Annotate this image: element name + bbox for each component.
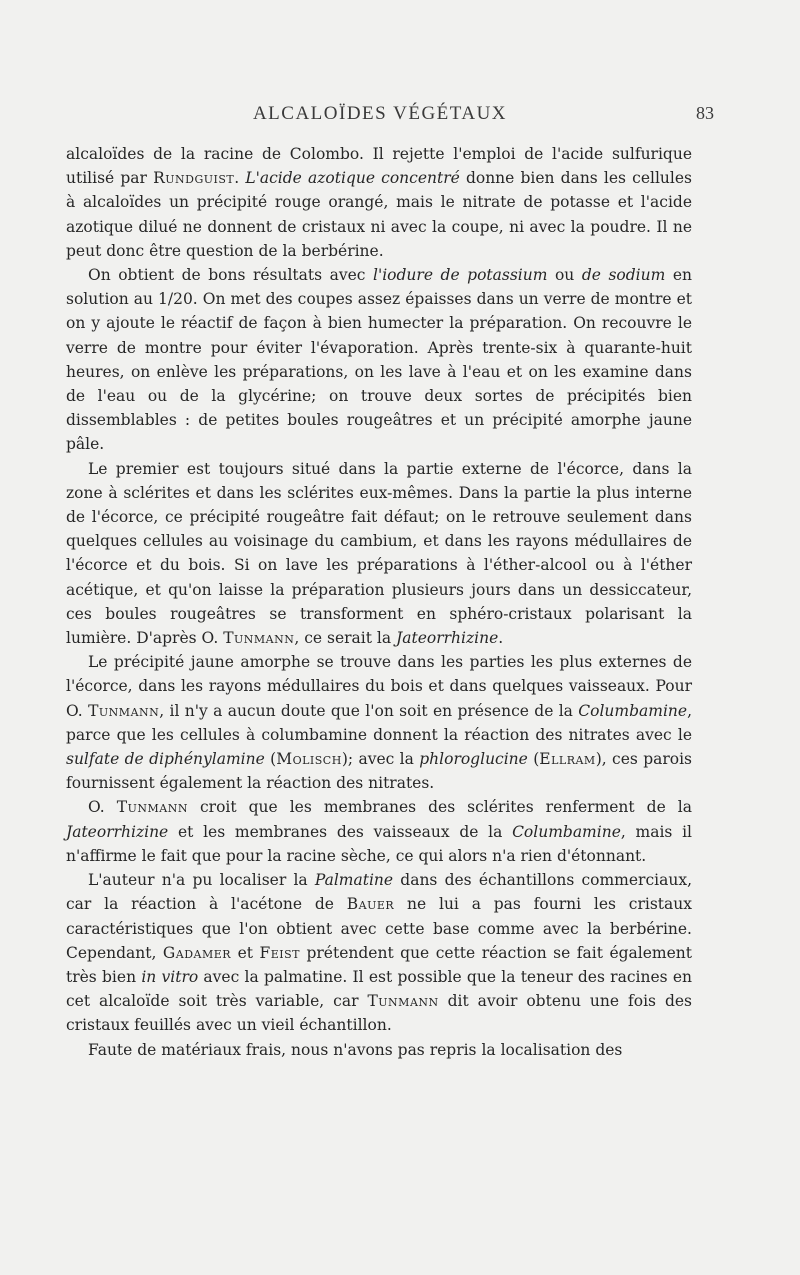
italic-term: l'iodure de potassium <box>373 266 548 285</box>
italic-term: Columbamine <box>512 822 621 841</box>
author-name: Tunmann <box>367 992 439 1011</box>
text-run: , ce serait la <box>294 629 397 648</box>
text-run: ( <box>264 750 277 769</box>
text-run: donne bien dans les cellules à alcaloïdes un précipité rouge orangé, mais le nitrate de potasse et l'acide azotique dilué ne donnent de cristaux ni avec la coupe, ni avec la poudre. Il ne peut donc être question de la berbérine. <box>66 169 692 260</box>
text-run: ( <box>527 750 540 769</box>
text-run: Faute de matériaux frais, nous n'avons pas repris la localisation des <box>88 1040 623 1059</box>
author-name: Tunmann <box>116 798 188 817</box>
paragraph <box>66 142 692 263</box>
text-run: et les membranes des vaisseaux de la <box>168 822 513 841</box>
text-run: et <box>231 943 260 962</box>
author-name: Rundguist <box>153 169 235 188</box>
text-run: en solution au 1/20. On met des coupes assez épaisses dans un verre de montre et on y ajoute le réactif de façon à bien humecter la préparation. On recouvre le verre de montre pour éviter l'évaporation. Après trente-six à quarante-huit heures, on enlève les préparations, on les lave à l'eau et on les examine dans de l'eau ou de la glycérine; on trouve deux sortes de précipités bien dissemblables : de petites boules rougeâtres et un précipité amorphe jaune pâle. <box>66 266 693 454</box>
text-run: ou <box>547 266 582 285</box>
author-name: Gadamer <box>162 943 232 962</box>
author-name: Ellram <box>539 750 596 769</box>
paragraph <box>66 868 692 1037</box>
italic-term: Jateorrhizine <box>396 629 499 648</box>
text-run: . <box>498 629 504 648</box>
text-run: , parce que les cellules à columbamine donnent la réaction des nitrates avec le <box>66 701 692 744</box>
paragraph <box>66 650 692 795</box>
text-run: , il n'y a aucun doute que l'on soit en présence de la <box>159 701 579 720</box>
text-run: prétendent que cette réaction se fait également très bien <box>66 943 693 986</box>
text-run: Le précipité jaune amorphe se trouve dans les parties les plus externes de l'écorce, dans les rayons médullaires du bois et dans quelques vaisseaux. Pour O. <box>66 653 692 720</box>
paragraph <box>66 263 692 457</box>
author-name: Molisch <box>276 750 342 769</box>
author-name: Feist <box>259 943 300 962</box>
italic-term: Palmatine <box>314 871 394 890</box>
italic-term: Columbamine <box>578 701 688 720</box>
italic-term: L'acide azotique concentré <box>245 169 460 188</box>
author-name: Tunmann <box>223 629 295 648</box>
text-run: ); avec la <box>341 750 420 769</box>
italic-term: de sodium <box>581 266 666 285</box>
running-title: ALCALOÏDES VÉGÉTAUX <box>252 103 508 124</box>
text-run: ne lui a pas fourni les cristaux caractéristiques que l'on obtient avec cette base comme avec la berbérine. Cependant, <box>66 895 692 962</box>
text-run: L'auteur n'a pu localiser la <box>88 871 315 890</box>
text-run: , mais il n'affirme le fait que pour la racine sèche, ce qui alors n'a rien d'étonnant. <box>66 822 693 865</box>
italic-term: sulfate de diphénylamine <box>66 750 265 769</box>
author-name: Tunmann <box>88 701 160 720</box>
text-run: ), ces parois fournissent également la réaction des nitrates. <box>66 750 693 793</box>
page-number: 83 <box>696 103 714 123</box>
author-name: Bauer <box>346 895 395 914</box>
text-run: croit que les membranes des sclérites renferment de la <box>187 798 692 817</box>
page-header <box>66 103 714 133</box>
italic-term: Jateorrhizine <box>66 822 169 841</box>
paragraph <box>66 1038 692 1062</box>
text-run: On obtient de bons résultats avec <box>88 266 373 285</box>
body-text <box>66 142 692 1062</box>
italic-term: in vitro <box>141 967 199 986</box>
paragraph <box>66 457 692 651</box>
text-run: Le premier est toujours situé dans la partie externe de l'écorce, dans la zone à sclérites et dans les sclérites eux-mêmes. Dans la partie la plus interne de l'écorce, ce précipité rougeâtre fait défaut; on le retrouve seulement dans quelques cellules au voisinage du cambium, et dans les rayons médullaires de l'écorce et du bois. Si on lave les préparations à l'éther-alcool ou à l'éther acétique, et qu'on laisse la préparation plusieurs jours dans un dessiccateur, ces boules rougeâtres se transforment en sphéro-cristaux polarisant la lumière. D'après O. <box>66 459 692 648</box>
text-run: dans des échantillons commerciaux, car la réaction à l'acétone de <box>66 871 692 914</box>
text-run: dit avoir obtenu une fois des cristaux feuillés avec un vieil échantillon. <box>66 992 692 1035</box>
italic-term: phloroglucine <box>419 750 528 769</box>
text-run: avec la palmatine. Il est possible que la teneur des racines en cet alcaloïde soit très variable, car <box>66 967 692 1011</box>
text-run: alcaloïdes de la racine de Colombo. Il rejette l'emploi de l'acide sulfurique utilisé par <box>66 145 692 188</box>
text-run: O. <box>88 798 117 817</box>
text-run: . <box>234 169 246 188</box>
paragraph <box>66 795 692 868</box>
